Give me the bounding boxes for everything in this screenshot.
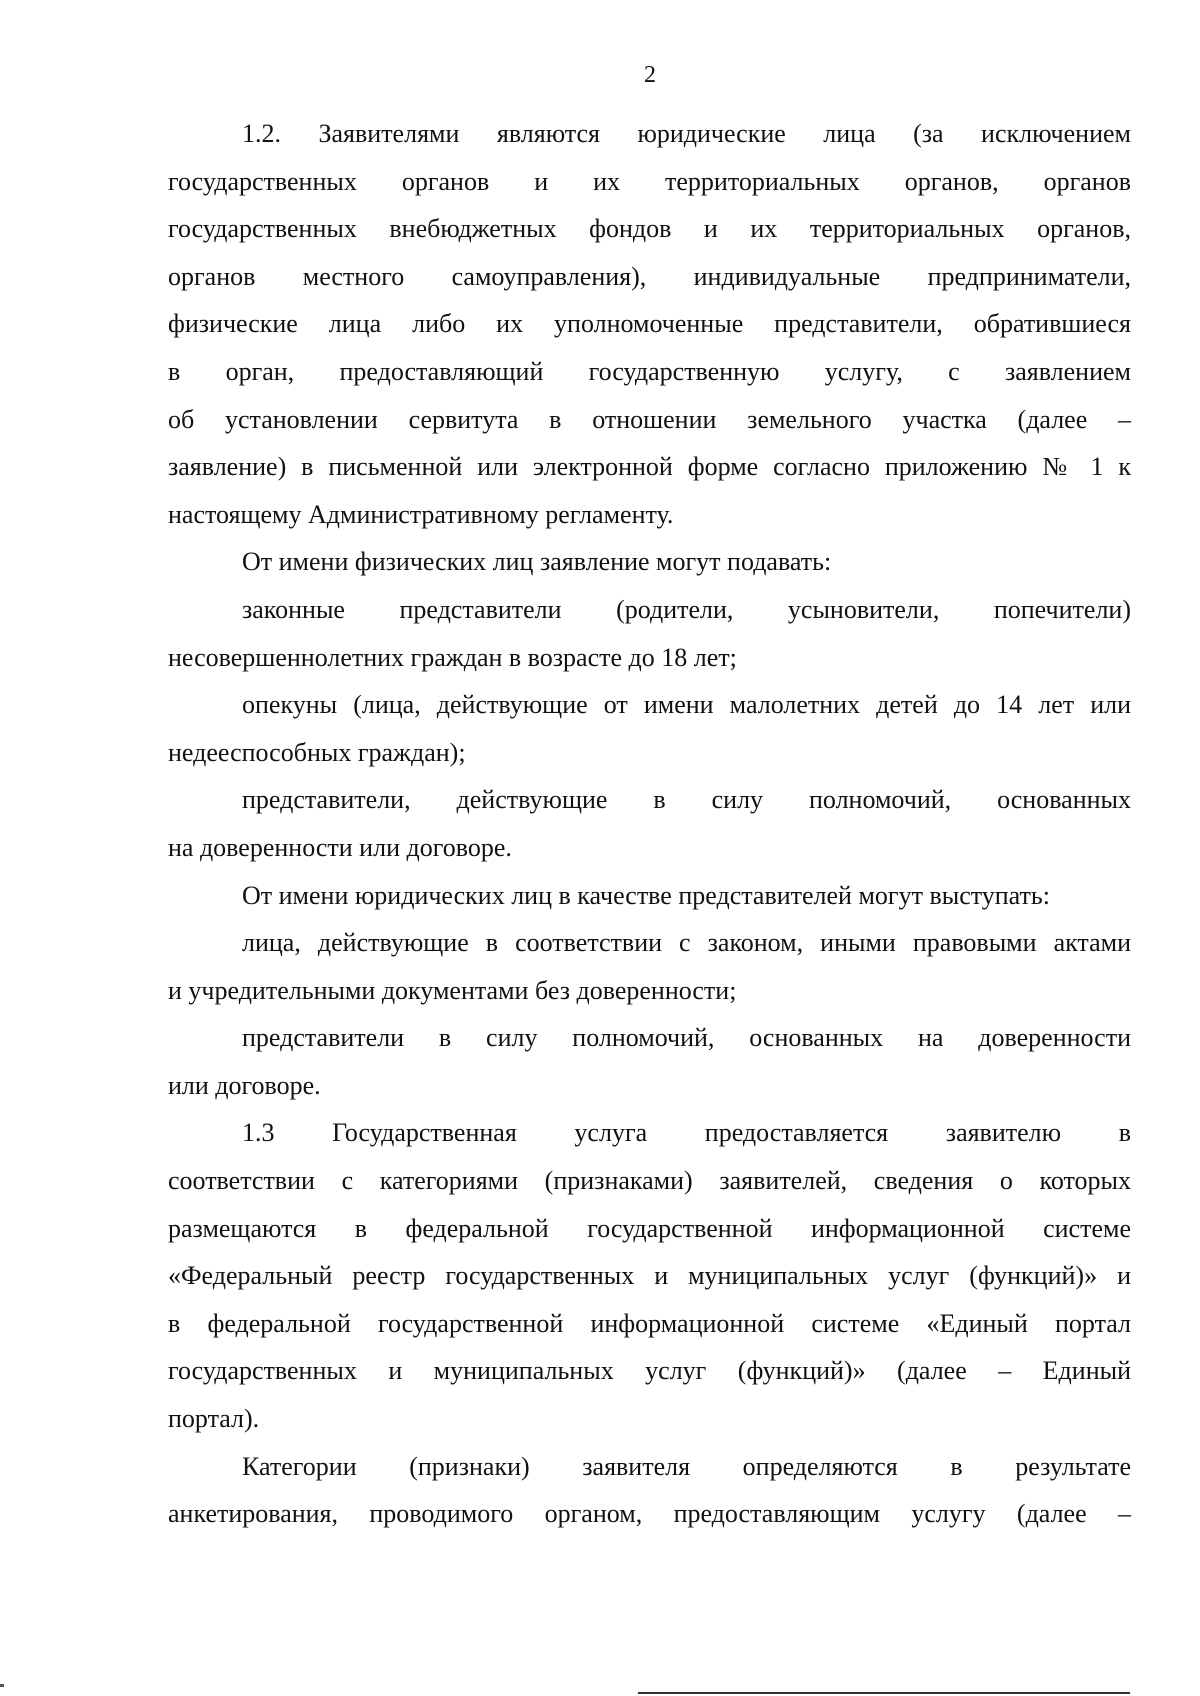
text-line: представители, действующие в силу полномочий, основанных xyxy=(242,785,1131,815)
text-line: и учредительными документами без доверенности; xyxy=(168,975,737,1005)
text-line: Категории (признаки) заявителя определяются в результате xyxy=(242,1451,1131,1481)
text-line: на доверенности или договоре. xyxy=(168,832,512,862)
paragraph xyxy=(168,872,1131,920)
text-line: «Федеральный реестр государственных и муниципальных услуг (функций)» и xyxy=(168,1261,1131,1291)
text-line: законные представители (родители, усыновители, попечители) xyxy=(242,594,1131,624)
text-line: размещаются в федеральной государственной информационной системе xyxy=(168,1213,1131,1243)
text-line: недееспособных граждан); xyxy=(168,737,466,767)
text-line: От имени юридических лиц в качестве представителей могут выступать: xyxy=(242,880,1050,910)
paragraph xyxy=(168,776,1131,871)
text-line: об установлении сервитута в отношении земельного участка (далее – xyxy=(168,404,1131,434)
paragraph xyxy=(168,586,1131,681)
text-line: заявление) в письменной или электронной форме согласно приложению № 1 к xyxy=(168,452,1131,482)
text-line: анкетирования, проводимого органом, предоставляющим услугу (далее – xyxy=(168,1499,1131,1529)
paragraph xyxy=(168,1014,1131,1109)
text-line: или договоре. xyxy=(168,1070,321,1100)
text-line: представители в силу полномочий, основанных на доверенности xyxy=(242,1023,1131,1053)
text-line: государственных внебюджетных фондов и их территориальных органов, xyxy=(168,214,1131,244)
text-line: несовершеннолетних граждан в возрасте до 18 лет; xyxy=(168,642,737,672)
page-number: 2 xyxy=(644,62,656,88)
text-line: физические лица либо их уполномоченные представители, обратившиеся xyxy=(168,309,1131,339)
paragraph xyxy=(168,1443,1131,1538)
text-line: настоящему Административному регламенту. xyxy=(168,499,674,529)
text-line: 1.2. Заявителями являются юридические лица (за исключением xyxy=(242,119,1131,148)
text-line: в федеральной государственной информационной системе «Единый портал xyxy=(168,1308,1131,1338)
text-line: 1.3 Государственная услуга предоставляется заявителю в xyxy=(242,1118,1131,1148)
text-line: государственных и муниципальных услуг (функций)» (далее – Единый xyxy=(168,1356,1131,1386)
paragraph xyxy=(168,110,1131,538)
scan-mark xyxy=(0,1684,4,1687)
text-line: в орган, предоставляющий государственную услугу, с заявлением xyxy=(168,356,1131,386)
paragraph xyxy=(168,681,1131,776)
text-line: лица, действующие в соответствии с законом, иными правовыми актами xyxy=(242,928,1131,958)
text-line: соответствии с категориями (признаками) заявителей, сведения о которых xyxy=(168,1166,1131,1196)
paragraph xyxy=(168,1109,1131,1442)
document-body xyxy=(168,110,1131,1538)
paragraph xyxy=(168,538,1131,586)
text-line: государственных органов и их территориальных органов, органов xyxy=(168,166,1131,196)
paragraph xyxy=(168,919,1131,1014)
text-line: опекуны (лица, действующие от имени малолетних детей до 14 лет или xyxy=(242,690,1131,720)
bottom-rule xyxy=(638,1692,1130,1694)
text-line: органов местного самоуправления), индивидуальные предприниматели, xyxy=(168,261,1131,291)
text-line: От имени физических лиц заявление могут подавать: xyxy=(242,547,832,577)
text-line: портал). xyxy=(168,1404,260,1434)
